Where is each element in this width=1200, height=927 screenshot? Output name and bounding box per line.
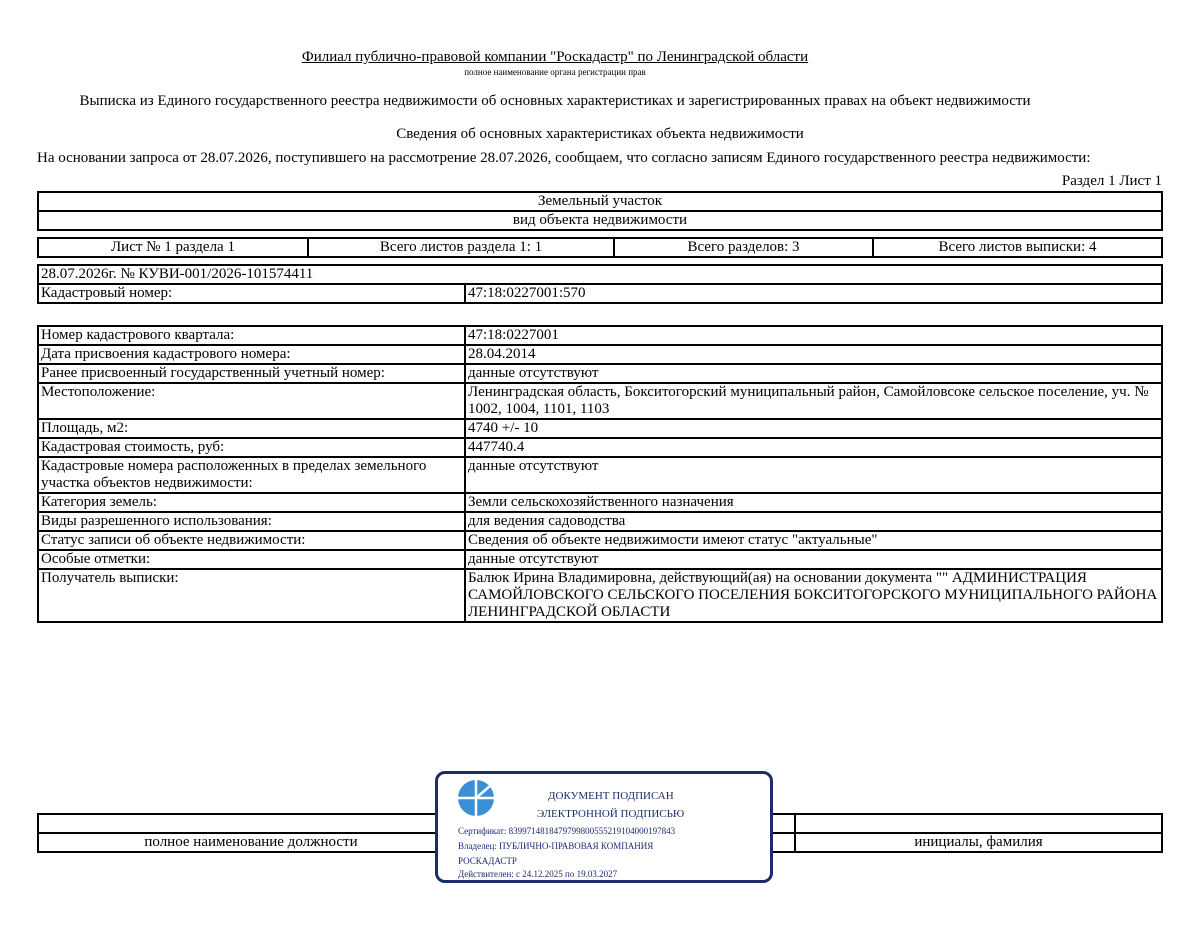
row-label: Дата присвоения кадастрового номера: bbox=[38, 345, 465, 364]
table-row bbox=[38, 438, 1162, 457]
row-label: Площадь, м2: bbox=[38, 419, 465, 438]
stamp-owner-line2: РОСКАДАСТР bbox=[458, 856, 517, 866]
table-row bbox=[38, 493, 1162, 512]
table-row bbox=[38, 457, 1162, 493]
row-value: данные отсутствуют bbox=[465, 457, 1162, 493]
row-label: Кадастровая стоимость, руб: bbox=[38, 438, 465, 457]
table-row bbox=[38, 512, 1162, 531]
table-row bbox=[38, 419, 1162, 438]
row-label: Статус записи об объекте недвижимости: bbox=[38, 531, 465, 550]
position-caption: полное наименование должности bbox=[38, 833, 464, 852]
table-row bbox=[38, 550, 1162, 569]
row-label: Виды разрешенного использования: bbox=[38, 512, 465, 531]
row-label: Местоположение: bbox=[38, 383, 465, 419]
section-sheets-total: Всего листов раздела 1: 1 bbox=[308, 238, 614, 257]
extract-number: 28.07.2026г. № КУВИ-001/2026-101574411 bbox=[38, 265, 1162, 284]
table-row bbox=[38, 569, 1162, 622]
object-type: Земельный участок bbox=[38, 192, 1162, 211]
cadastral-number-value: 47:18:0227001:570 bbox=[465, 284, 1162, 303]
stamp-validity: Действителен: с 24.12.2025 по 19.03.2027 bbox=[458, 869, 618, 879]
row-value: данные отсутствуют bbox=[465, 364, 1162, 383]
row-value: Балюк Ирина Владимировна, действующий(ая) на основании документа "" АДМИНИСТРАЦИЯ САМОЙЛОВСКОГО СЕЛЬСКОГО ПОСЕЛЕНИЯ БОКСИТОГОРСКОГО МУНИЦИПАЛЬНОГО РАЙОНА ЛЕНИНГРАДСКОЙ ОБЛАСТИ bbox=[465, 569, 1162, 622]
roskadastr-logo-icon bbox=[456, 778, 496, 818]
section-sheet-ref: Раздел 1 Лист 1 bbox=[1061, 173, 1162, 189]
request-text: На основании запроса от 28.07.2026, поступившего на рассмотрение 28.07.2026, сообщаем, что согласно записям Единого государственного реестра недвижимости: bbox=[37, 150, 1091, 166]
row-value: Сведения об объекте недвижимости имеют статус "актуальные" bbox=[465, 531, 1162, 550]
document-title: Выписка из Единого государственного реестра недвижимости об основных характеристиках и зарегистрированных правах на объект недвижимости bbox=[79, 93, 1031, 109]
sheets-table bbox=[37, 237, 1163, 258]
row-label: Особые отметки: bbox=[38, 550, 465, 569]
row-label: Категория земель: bbox=[38, 493, 465, 512]
table-row bbox=[38, 326, 1162, 345]
object-type-table bbox=[37, 191, 1163, 231]
stamp-owner-line1: Владелец: ПУБЛИЧНО-ПРАВОВАЯ КОМПАНИЯ bbox=[458, 841, 654, 851]
row-label: Ранее присвоенный государственный учетный номер: bbox=[38, 364, 465, 383]
table-row bbox=[38, 345, 1162, 364]
name-cell bbox=[795, 814, 1162, 833]
sheet-number: Лист № 1 раздела 1 bbox=[38, 238, 308, 257]
table-row bbox=[38, 364, 1162, 383]
row-label: Получатель выписки: bbox=[38, 569, 465, 622]
table-row bbox=[38, 531, 1162, 550]
row-value: 447740.4 bbox=[465, 438, 1162, 457]
cadastral-number-label: Кадастровый номер: bbox=[38, 284, 465, 303]
row-value: Земли сельскохозяйственного назначения bbox=[465, 493, 1162, 512]
row-label: Номер кадастрового квартала: bbox=[38, 326, 465, 345]
row-value: 47:18:0227001 bbox=[465, 326, 1162, 345]
row-label: Кадастровые номера расположенных в пределах земельного участка объектов недвижимости: bbox=[38, 457, 465, 493]
organization-caption: полное наименование органа регистрации прав bbox=[464, 67, 646, 77]
row-value: для ведения садоводства bbox=[465, 512, 1162, 531]
name-caption: инициалы, фамилия bbox=[795, 833, 1162, 852]
row-value: Ленинградская область, Бокситогорский муниципальный район, Самойловсоке сельское поселение, уч. № 1002, 1004, 1101, 1103 bbox=[465, 383, 1162, 419]
extract-id-table bbox=[37, 264, 1163, 304]
sections-total: Всего разделов: 3 bbox=[614, 238, 873, 257]
extract-sheets-total: Всего листов выписки: 4 bbox=[873, 238, 1162, 257]
row-value: данные отсутствуют bbox=[465, 550, 1162, 569]
position-cell bbox=[38, 814, 464, 833]
stamp-certificate: Сертификат: 8399714818479799800555219104000197843 bbox=[458, 826, 676, 836]
organization-name: Филиал публично-правовой компании "Роскадастр" по Ленинградской области bbox=[301, 49, 809, 65]
row-value: 28.04.2014 bbox=[465, 345, 1162, 364]
stamp-title-line2: ЭЛЕКТРОННОЙ ПОДПИСЬЮ bbox=[537, 808, 685, 820]
object-type-caption: вид объекта недвижимости bbox=[38, 211, 1162, 230]
row-value: 4740 +/- 10 bbox=[465, 419, 1162, 438]
table-row bbox=[38, 383, 1162, 419]
stamp-title-line1: ДОКУМЕНТ ПОДПИСАН bbox=[548, 790, 674, 802]
electronic-signature-stamp bbox=[435, 771, 773, 883]
section-title: Сведения об основных характеристиках объекта недвижимости bbox=[396, 126, 804, 142]
characteristics-table bbox=[37, 325, 1163, 623]
